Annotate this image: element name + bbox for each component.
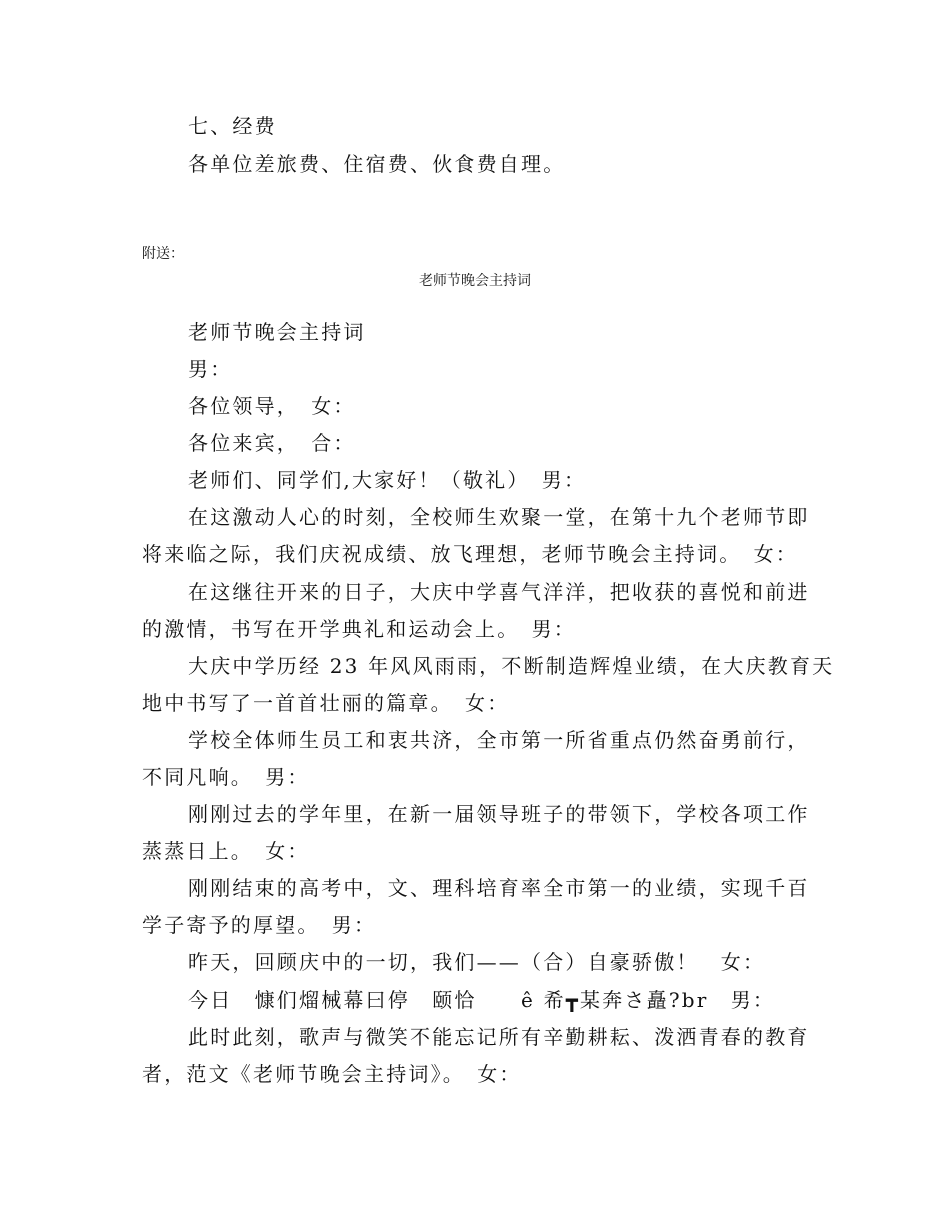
script-line: 在这激动人心的时刻，全校师生欢聚一堂，在第十九个老师节即	[188, 505, 810, 529]
script-line: 蒸蒸日上。 女：	[142, 839, 310, 863]
script-line: 各位领导， 女：	[188, 394, 356, 418]
script-line: 今日 慷们熘械幕曰停 颐恰 ê 希┳某奔さ矗?br 男：	[188, 988, 776, 1012]
script-line: 各位来宾， 合：	[188, 431, 356, 455]
script-line: 的激情，书写在开学典礼和运动会上。 男：	[142, 617, 576, 641]
script-line: 地中书写了一首首壮丽的篇章。 女：	[142, 691, 510, 715]
script-line: 昨天，回顾庆中的一切，我们——（合）自豪骄傲！ 女：	[188, 950, 766, 974]
script-line: 老师节晚会主持词	[188, 320, 366, 344]
script-line: 学校全体师生员工和衷共济，全市第一所省重点仍然奋勇前行，	[188, 728, 810, 752]
script-line: 男：	[188, 357, 233, 381]
script-line: 者，范文《老师节晚会主持词》。 女：	[142, 1062, 522, 1086]
script-line: 不同凡响。 男：	[142, 765, 310, 789]
script-line: 刚刚结束的高考中，文、理科培育率全市第一的业绩，实现千百	[188, 876, 810, 900]
section-text: 各单位差旅费、住宿费、伙食费自理。	[188, 152, 566, 176]
script-line: 刚刚过去的学年里，在新一届领导班子的带领下，学校各项工作	[188, 802, 810, 826]
script-line: 学子寄予的厚望。 男：	[142, 913, 377, 937]
script-line: 此时此刻，歌声与微笑不能忘记所有辛勤耕耘、泼洒青春的教育	[188, 1025, 810, 1049]
script-line: 在这继往开来的日子，大庆中学喜气洋洋，把收获的喜悦和前进	[188, 580, 810, 604]
script-line: 将来临之际，我们庆祝成绩、放飞理想，老师节晚会主持词。 女：	[142, 542, 798, 566]
section-heading: 七、经费	[188, 114, 277, 138]
script-line: 老师们、同学们,大家好！（敬礼） 男：	[188, 468, 587, 492]
appendix-title: 老师节晚会主持词	[419, 273, 531, 289]
appendix-label: 附送：	[142, 246, 184, 262]
script-line: 大庆中学历经 23 年风风雨雨，不断制造辉煌业绩，在大庆教育天	[188, 654, 835, 678]
